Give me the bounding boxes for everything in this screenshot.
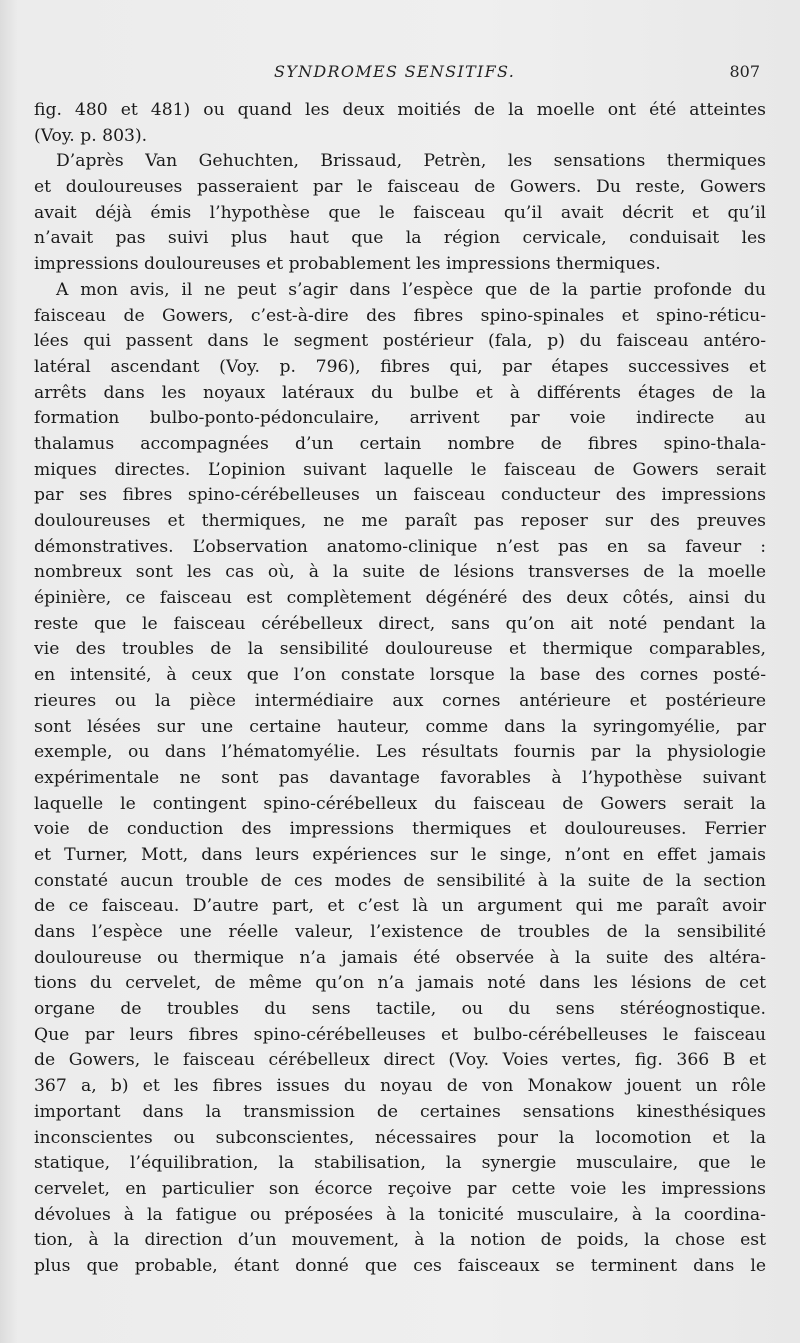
text-line: organe de troubles du sens tactile, ou du sens stéréognostique. bbox=[34, 999, 766, 1020]
text-line: expérimentale ne sont pas davantage favorables à l’hypothèse suivant bbox=[34, 767, 766, 788]
text-line: vie des troubles de la sensibilité douloureuse et thermique comparables, bbox=[34, 639, 766, 660]
text-line: tions du cervelet, de même qu’on n’a jamais noté dans les lésions de cet bbox=[34, 973, 766, 994]
text-line: statique, l’équilibration, la stabilisation, la synergie musculaire, que le bbox=[34, 1153, 766, 1174]
text-line: plus que probable, étant donné que ces faisceaux se terminent dans le bbox=[34, 1255, 766, 1276]
text-line: nombreux sont les cas où, à la suite de lésions transverses de la moelle bbox=[34, 562, 766, 583]
text-line: de Gowers, le faisceau cérébelleux direct (Voy. Voies vertes, fig. 366 B et bbox=[34, 1050, 766, 1071]
text-line: démonstratives. L’observation anatomo-clinique n’est pas en sa faveur : bbox=[34, 536, 766, 557]
page-number: 807 bbox=[729, 62, 760, 81]
text-line: D’après Van Gehuchten, Brissaud, Petrèn, les sensations thermiques bbox=[56, 151, 766, 172]
text-line: faisceau de Gowers, c’est-à-dire des fibres spino-spinales et spino-réticu- bbox=[34, 305, 766, 326]
text-line: sont lésées sur une certaine hauteur, comme dans la syringomyélie, par bbox=[34, 716, 766, 737]
text-line: cervelet, en particulier son écorce reçoive par cette voie les impressions bbox=[34, 1178, 766, 1199]
text-line: constaté aucun trouble de ces modes de sensibilité à la suite de la section bbox=[34, 870, 766, 891]
text-line: par ses fibres spino-cérébelleuses un faisceau conducteur des impressions bbox=[34, 485, 766, 506]
text-line: et douloureuses passeraient par le faisceau de Gowers. Du reste, Gowers bbox=[34, 177, 766, 198]
text-line: inconscientes ou subconscientes, nécessaires pour la locomotion et la bbox=[34, 1127, 766, 1148]
text-line: n’avait pas suivi plus haut que la région cervicale, conduisait les bbox=[34, 228, 766, 249]
text-line: rieures ou la pièce intermédiaire aux cornes antérieure et postérieure bbox=[34, 690, 766, 711]
text-line: 367 a, b) et les fibres issues du noyau de von Monakow jouent un rôle bbox=[34, 1076, 766, 1097]
text-line: dévolues à la fatigue ou préposées à la tonicité musculaire, à la coordina- bbox=[34, 1204, 766, 1225]
text-line: voie de conduction des impressions thermiques et douloureuses. Ferrier bbox=[34, 819, 766, 840]
running-title: SYNDROMES SENSITIFS. bbox=[274, 62, 516, 81]
text-line: lées qui passent dans le segment postérieur (fala, p) du faisceau antéro- bbox=[34, 331, 766, 352]
text-line: impressions douloureuses et probablement les impressions thermiques. bbox=[34, 254, 661, 275]
text-line: et Turner, Mott, dans leurs expériences sur le singe, n’ont en effet jamais bbox=[34, 844, 766, 865]
text-line: A mon avis, il ne peut s’agir dans l’espèce que de la partie profonde du bbox=[56, 279, 766, 300]
text-line: latéral ascendant (Voy. p. 796), fibres qui, par étapes successives et bbox=[34, 356, 766, 377]
text-line: laquelle le contingent spino-cérébelleux du faisceau de Gowers serait la bbox=[34, 793, 766, 814]
text-line: important dans la transmission de certaines sensations kinesthésiques bbox=[34, 1101, 766, 1122]
text-line: épinière, ce faisceau est complètement dégénéré des deux côtés, ainsi du bbox=[34, 588, 766, 609]
text-line: Que par leurs fibres spino-cérébelleuses et bulbo-cérébelleuses le faisceau bbox=[34, 1024, 766, 1045]
text-line: fig. 480 et 481) ou quand les deux moitiés de la moelle ont été atteintes bbox=[34, 100, 766, 120]
text-line: en intensité, à ceux que l’on constate lorsque la base des cornes posté- bbox=[34, 665, 766, 686]
text-line: formation bulbo-ponto-pédonculaire, arrivent par voie indirecte au bbox=[34, 408, 766, 429]
body-text bbox=[34, 98, 766, 1280]
text-line: tion, à la direction d’un mouvement, à la notion de poids, la chose est bbox=[34, 1230, 766, 1251]
text-line: reste que le faisceau cérébelleux direct, sans qu’on ait noté pendant la bbox=[34, 613, 766, 634]
text-line: arrêts dans les noyaux latéraux du bulbe et à différents étages de la bbox=[34, 382, 766, 403]
text-line: douloureuse ou thermique n’a jamais été observée à la suite des altéra- bbox=[34, 947, 766, 968]
text-line: miques directes. L’opinion suivant laquelle le faisceau de Gowers serait bbox=[34, 459, 766, 480]
text-line: exemple, ou dans l’hématomyélie. Les résultats fournis par la physiologie bbox=[34, 742, 766, 763]
text-line: thalamus accompagnées d’un certain nombre de fibres spino-thala- bbox=[34, 433, 766, 454]
text-line: (Voy. p. 803). bbox=[34, 125, 148, 146]
text-line: dans l’espèce une réelle valeur, l’existence de troubles de la sensibilité bbox=[34, 922, 766, 942]
text-line: avait déjà émis l’hypothèse que le faisceau qu’il avait décrit et qu’il bbox=[34, 202, 766, 223]
page-header bbox=[0, 62, 800, 88]
text-line: douloureuses et thermiques, ne me paraît pas reposer sur des preuves bbox=[34, 511, 766, 531]
text-line: de ce faisceau. D’autre part, et c’est là un argument qui me paraît avoir bbox=[34, 896, 766, 917]
